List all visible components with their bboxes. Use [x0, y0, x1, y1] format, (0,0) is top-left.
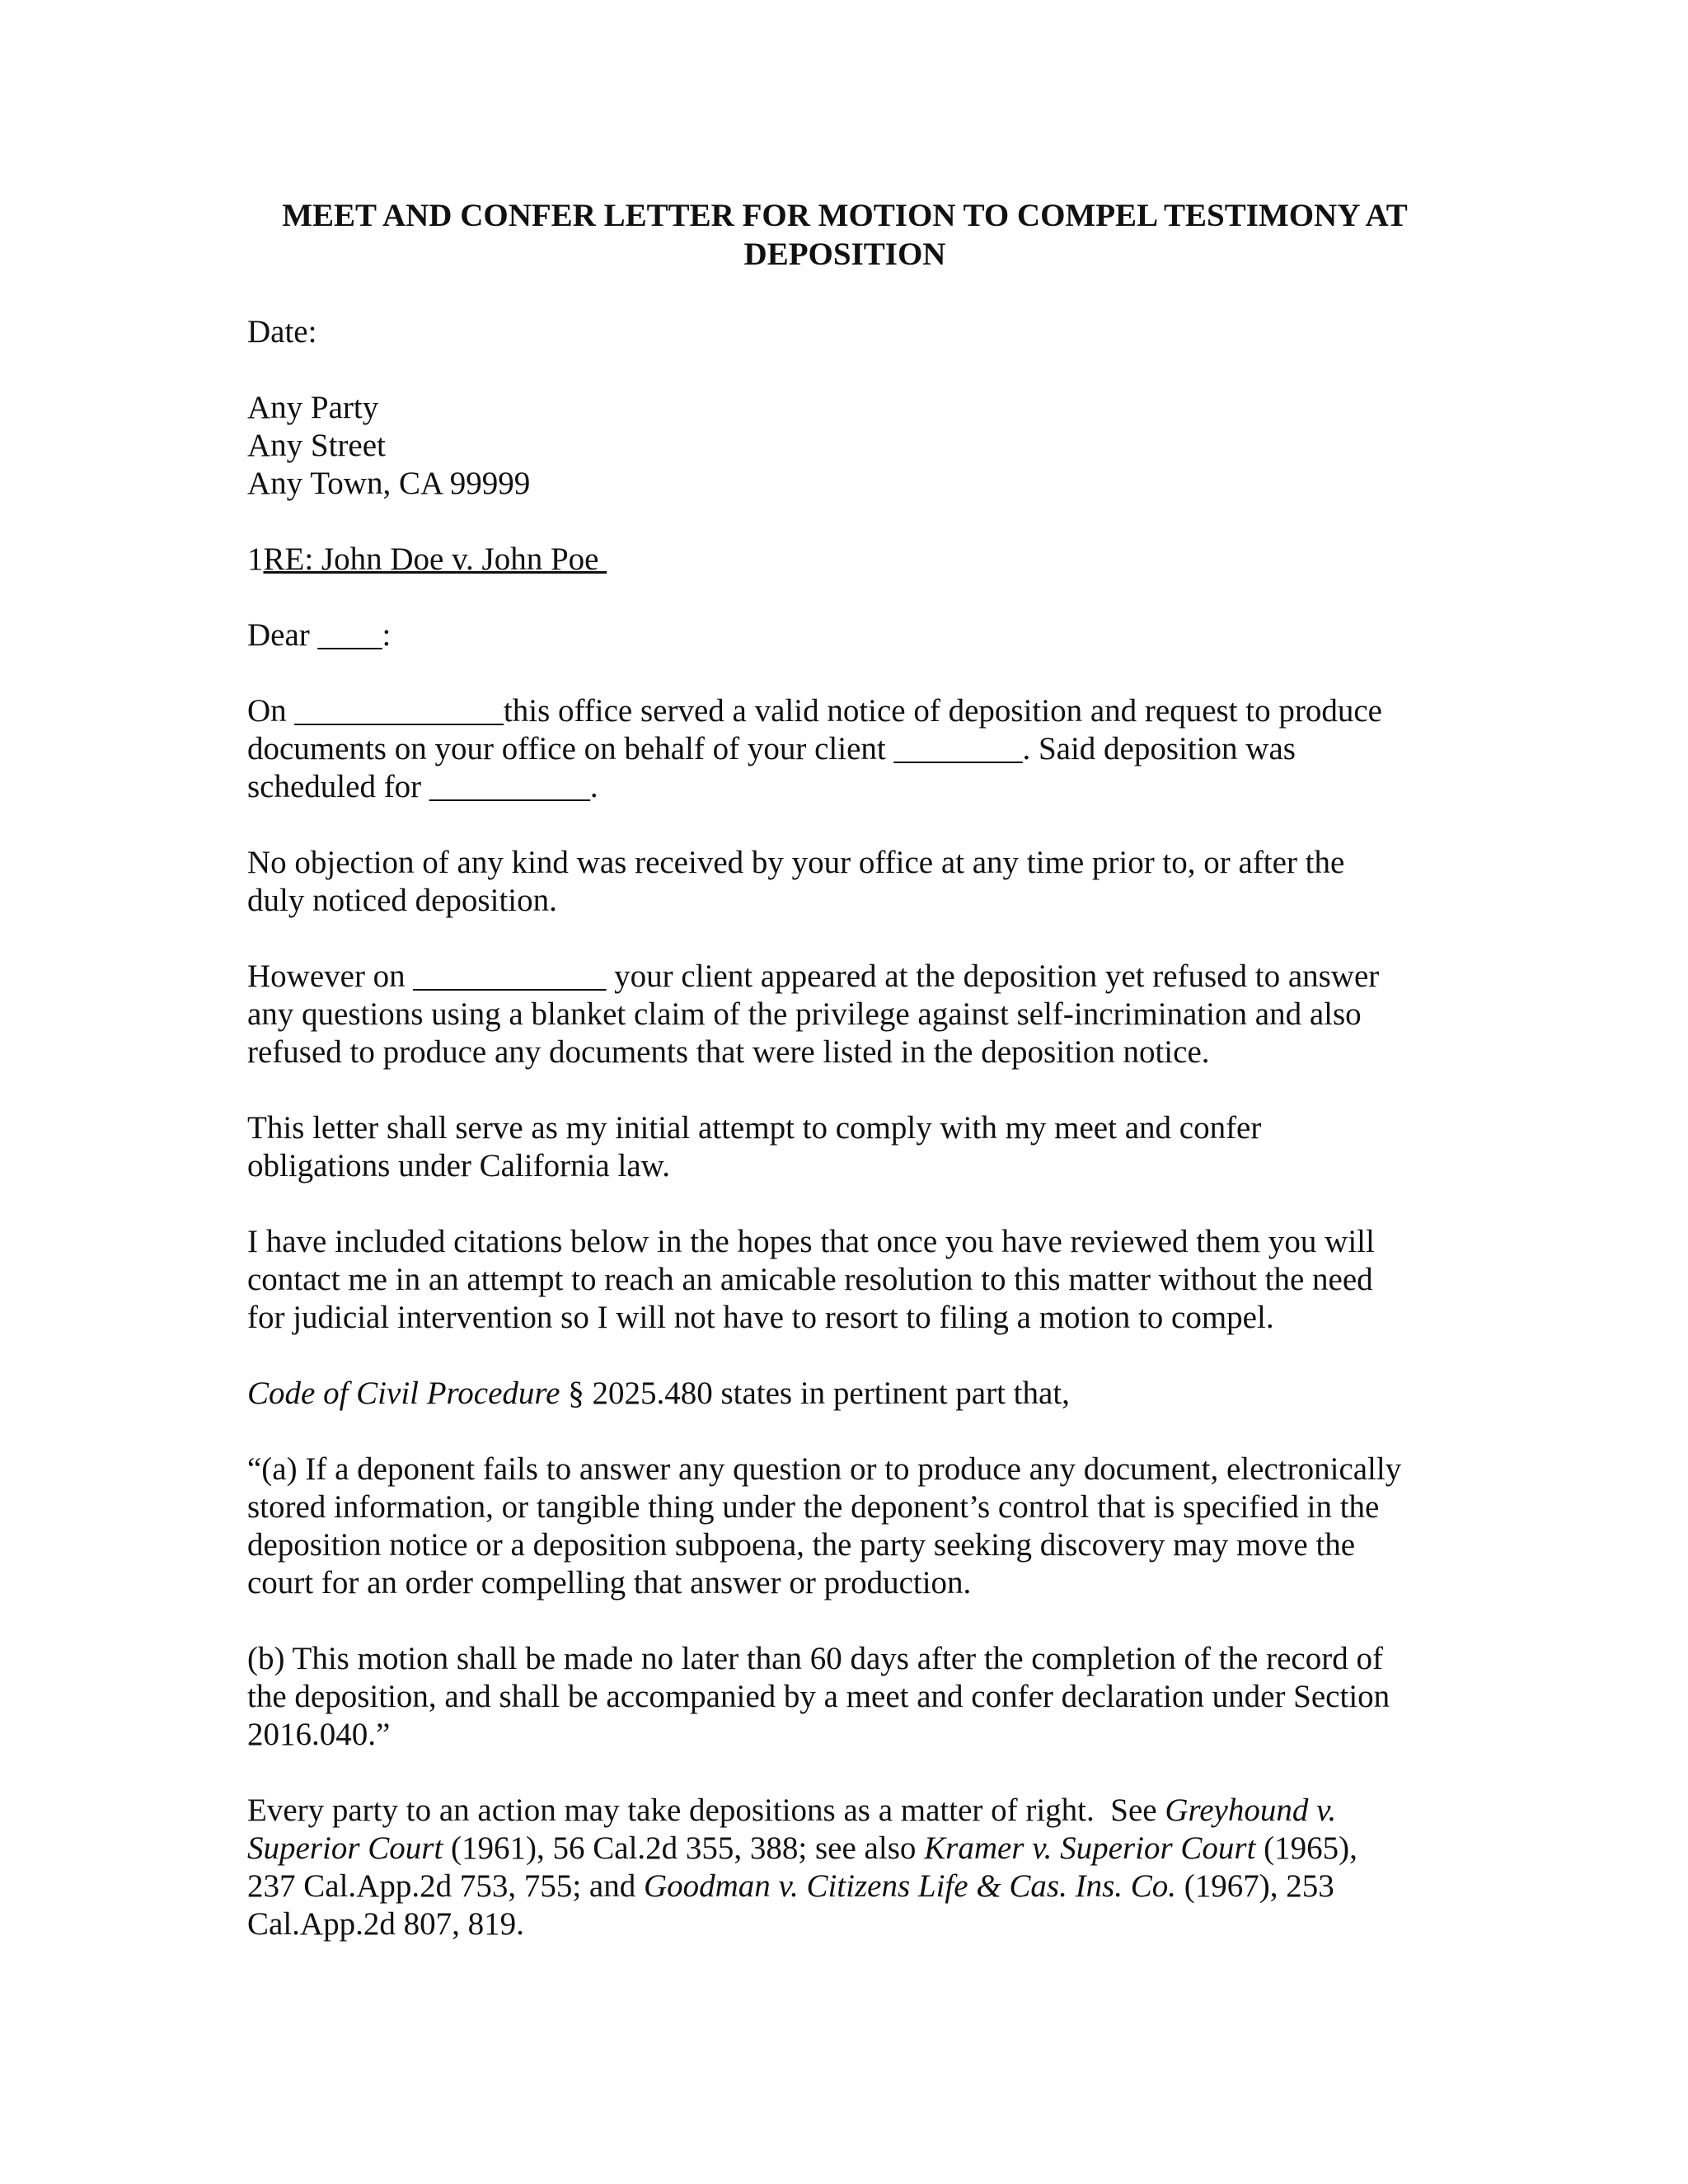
re-prefix: 1 [247, 541, 264, 577]
date-line [247, 313, 1451, 351]
paragraph-4 [247, 1109, 1451, 1185]
address-street: Any Street [247, 428, 386, 463]
p5-line-2: contact me in an attempt to reach an amicable resolution to this matter without the need [247, 1262, 1373, 1297]
p6-rest: § 2025.480 states in pertinent part that, [560, 1376, 1070, 1411]
paragraph-6 [247, 1375, 1451, 1413]
p9-line-4: Cal.App.2d 807, 819. [247, 1906, 524, 1942]
p1-line-1: On _____________this office served a valid notice of deposition and request to produce [247, 693, 1382, 729]
p8-line-3: 2016.040.” [247, 1717, 391, 1752]
p1-line-3: scheduled for __________. [247, 769, 598, 804]
p9-text-3b: (1967), 253 [1176, 1868, 1334, 1904]
salutation [247, 616, 1451, 654]
paragraph-1 [247, 692, 1451, 806]
p2-line-2: duly noticed deposition. [247, 883, 557, 918]
case-kramer: Kramer v. Superior Court [924, 1830, 1256, 1866]
p3-line-3: refused to produce any documents that were listed in the deposition notice. [247, 1034, 1210, 1070]
p1-line-2: documents on your office on behalf of your client ________. Said deposition was [247, 731, 1296, 766]
case-superior-court: Superior Court [247, 1830, 443, 1866]
p7-line-4: court for an order compelling that answer or production. [247, 1565, 972, 1601]
p4-line-1: This letter shall serve as my initial attempt to comply with my meet and confer [247, 1110, 1262, 1146]
paragraph-5 [247, 1223, 1451, 1337]
case-greyhound: Greyhound v. [1165, 1793, 1337, 1828]
case-goodman: Goodman v. Citizens Life & Cas. Ins. Co. [643, 1868, 1177, 1904]
date-label: Date: [247, 314, 317, 349]
paragraph-3 [247, 958, 1451, 1071]
p7-line-2: stored information, or tangible thing under the deponent’s control that is specified in the [247, 1489, 1380, 1525]
paragraph-2 [247, 844, 1451, 920]
salutation-text: Dear ____: [247, 617, 392, 653]
p2-line-1: No objection of any kind was received by your office at any time prior to, or after the [247, 845, 1345, 880]
letter-title [247, 196, 1442, 274]
re-subject: RE: John Doe v. John Poe [263, 541, 607, 577]
p9-text-2a: (1961), 56 Cal.2d 355, 388; see also [443, 1830, 925, 1866]
title-line-1: MEET AND CONFER LETTER FOR MOTION TO COMPEL TESTIMONY AT [282, 198, 1408, 233]
quoted-statute-a [247, 1451, 1451, 1602]
p5-line-1: I have included citations below in the hopes that once you have reviewed them you will [247, 1224, 1375, 1259]
p8-line-1: (b) This motion shall be made no later than 60 days after the completion of the record of [247, 1641, 1383, 1676]
p8-line-2: the deposition, and shall be accompanied by a meet and confer declaration under Section [247, 1679, 1390, 1714]
p3-line-2: any questions using a blanket claim of the privilege against self-incrimination and also [247, 996, 1362, 1032]
p9-text-2b: (1965), [1255, 1830, 1357, 1866]
p7-line-3: deposition notice or a deposition subpoena, the party seeking discovery may move the [247, 1527, 1356, 1563]
recipient-address [247, 389, 1451, 503]
address-name: Any Party [247, 390, 379, 425]
p3-line-1: However on ____________ your client appeared at the deposition yet refused to answer [247, 958, 1380, 994]
code-of-civil-procedure: Code of Civil Procedure [247, 1376, 560, 1411]
title-line-2: DEPOSITION [743, 237, 946, 272]
re-line [247, 541, 1451, 579]
p5-line-3: for judicial intervention so I will not have to resort to filing a motion to compel. [247, 1300, 1274, 1335]
paragraph-citations [247, 1792, 1451, 1943]
p7-line-1: “(a) If a deponent fails to answer any question or to produce any document, electronically [247, 1451, 1402, 1487]
quoted-statute-b [247, 1640, 1451, 1754]
address-city: Any Town, CA 99999 [247, 466, 531, 501]
p4-line-2: obligations under California law. [247, 1148, 671, 1183]
p9-text-1: Every party to an action may take depositions as a matter of right. See [247, 1793, 1165, 1828]
p9-text-3a: 237 Cal.App.2d 753, 755; and [247, 1868, 644, 1904]
